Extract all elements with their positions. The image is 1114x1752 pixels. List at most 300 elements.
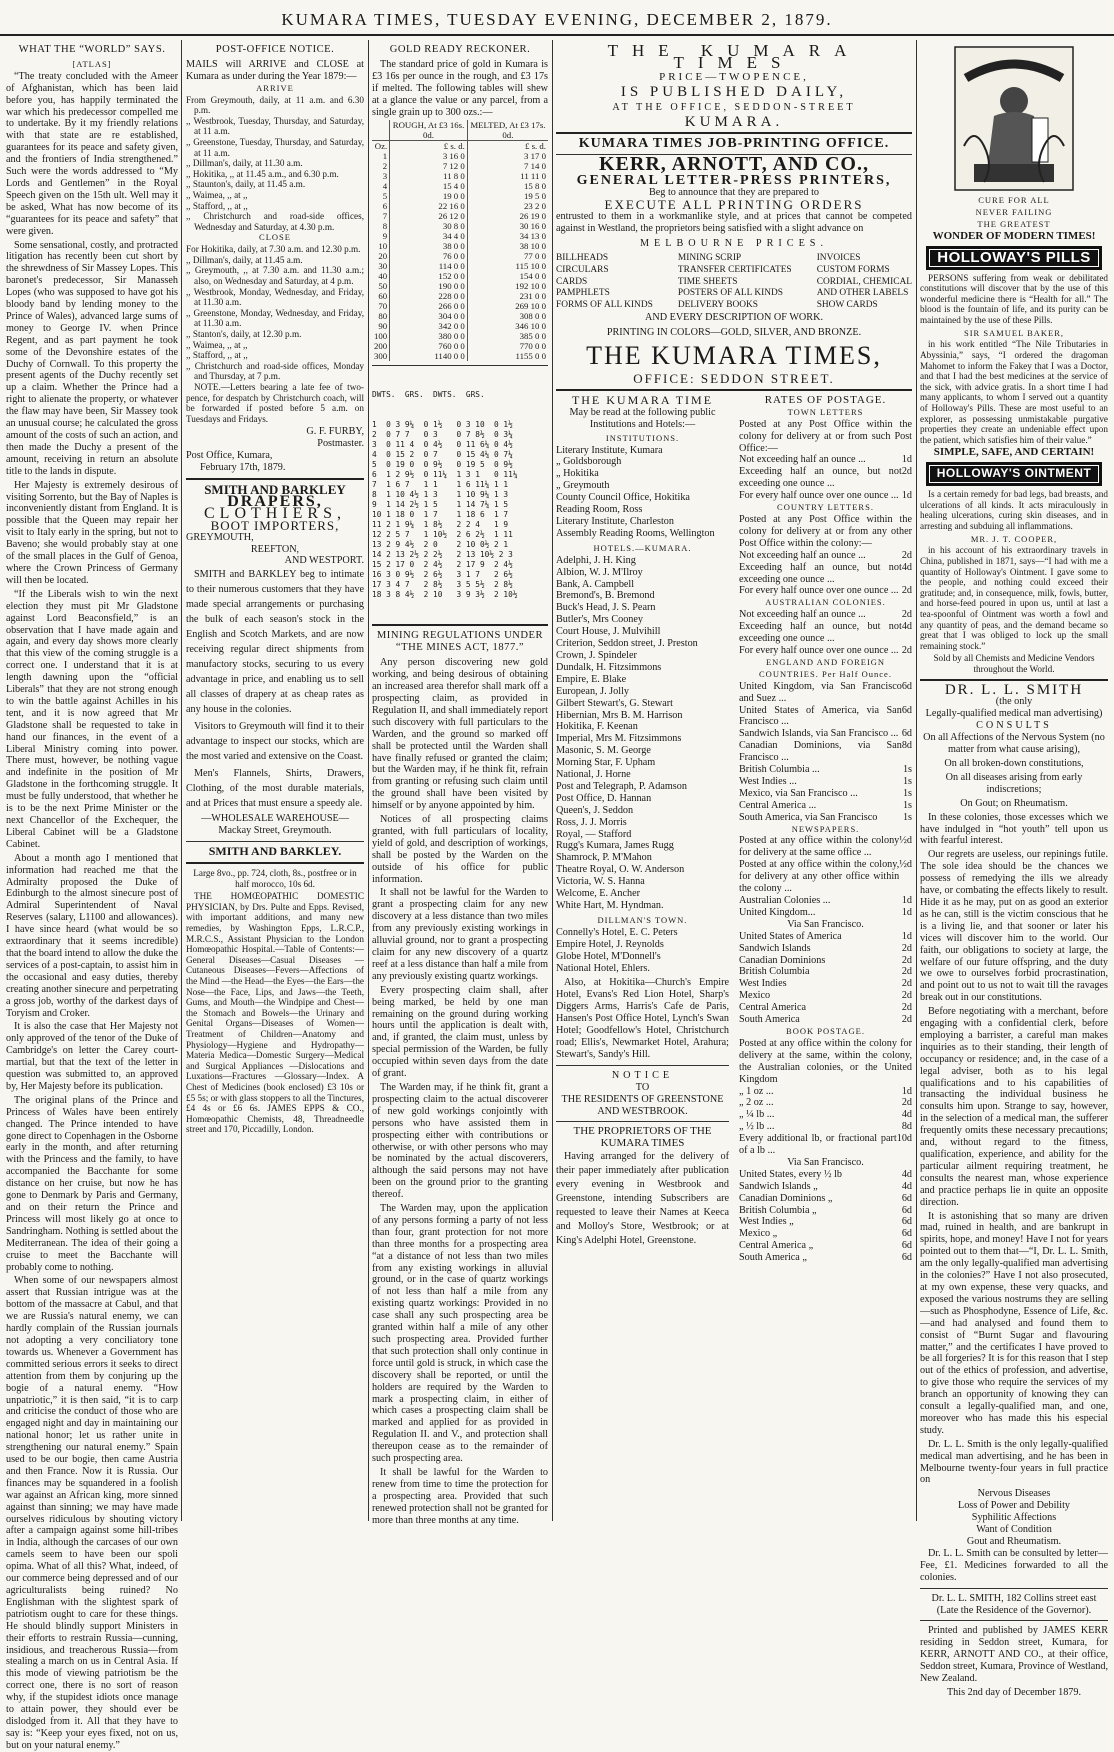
gold-cell: 342 0 0 [390, 321, 468, 331]
hotel-item: Ross, J. J. Morris [556, 816, 627, 828]
smith-barkley-westport: AND WESTPORT. [284, 555, 364, 567]
hotel-item: Hokitika, F. Keenan [556, 721, 638, 733]
country-intro: Posted at any Post Office within the colony for delivery at or from any other Post Office within the colony:— [739, 514, 912, 549]
dwt-header: DWTS. GRS. DWTS. GRS. [372, 390, 485, 400]
rate-label: For every half ounce over one ounce ... [739, 644, 899, 656]
gold-cell: 200 [374, 341, 388, 352]
column-post-office [186, 42, 364, 1519]
arrive-item: ,, Greenstone, Tuesday, Thursday, and Saturday, at 11 a.m. [186, 137, 364, 158]
gold-cell: 20 [378, 251, 388, 262]
hotel-item: Post Office, D. Hannan [556, 792, 652, 804]
rate-value: 4d [901, 621, 912, 633]
country-letters-label: COUNTRY LETTERS. [777, 502, 874, 513]
gold-cell: 152 0 0 [390, 271, 468, 281]
gold-row [372, 171, 548, 181]
print-item: PAMPHLETS [556, 288, 610, 299]
gold-cell: 228 0 0 [390, 291, 468, 301]
via-sf-rate [739, 955, 912, 967]
greatest-label: THE GREATEST [977, 218, 1051, 229]
smith-paragraph: In these colonies, those excesses which we have indulged in “hot youth” tell upon us with fearful interest. [920, 811, 1108, 847]
institution-item: „ Hokitika [556, 468, 599, 480]
gold-cell: 22 16 0 [390, 201, 468, 211]
gold-cell: 190 0 0 [390, 281, 468, 291]
mining-paragraph: Notices of all prospecting claims granted, with full particulars of locality, yield of gold, and description of workings, shall be posted by the Warden on the outside of his office for public information. [372, 814, 548, 885]
ointment-body: Is a certain remedy for bad legs, bad breasts, and ulcerations of all kinds. It acts miraculously in healing ulcerations, curing skin diseases, and in arresting and subduing all inflammations. [920, 489, 1108, 531]
book-sf-rate [739, 1193, 912, 1205]
rate-label: South America, via San Francisco [739, 811, 878, 823]
foreign-rate [739, 800, 912, 812]
book-sf-rate [739, 1216, 912, 1228]
rate-label: Not exceeding half an ounce ... [739, 549, 866, 561]
condition: Gout and Rheumatism. [966, 1536, 1062, 1547]
gold-cell: 1 [382, 151, 388, 162]
rate-value: 2d [901, 585, 912, 597]
column-world-says [6, 42, 179, 1751]
rate-label: Sandwich Islands [739, 942, 811, 954]
column-rule [916, 40, 917, 1521]
hotel-item: Court House, J. Mulvihill [556, 626, 661, 638]
via-sf-rate [739, 943, 912, 955]
dillman-hotel-item: Connelly's Hotel, E. C. Peters [556, 926, 678, 938]
town-rate [739, 466, 912, 490]
dwt-row: 13 2 9 4½ 2 0 2 10 0½ 2 1 [372, 540, 509, 550]
smith-barkley-visitors: Visitors to Greymouth will find it to their advantage to inspect our stocks, which are the most varied and extensive on the Coast. [186, 721, 364, 763]
gold-cell: 231 0 0 [467, 291, 548, 301]
post-office-note: NOTE.—Letters bearing a late fee of two-pence, for despatch by Christchurch coach, will be forwarded if posted before 5 a.m. on Tuesdays and Fridays. [186, 381, 364, 424]
firm-beg: Beg to announce that they are prepared to [648, 187, 819, 199]
gold-cell: 38 10 0 [467, 241, 548, 251]
article-source: [ATLAS] [72, 58, 112, 69]
close-label: CLOSE [259, 232, 291, 243]
rate-value: 10d [896, 1133, 912, 1145]
gold-cell: 3 [382, 171, 388, 182]
condition: Want of Condition [976, 1524, 1052, 1536]
hotel-item: Theatre Royal, O. W. Anderson [556, 864, 685, 876]
smith-on-broken: On all broken-down constitutions, [944, 758, 1084, 769]
gold-row [372, 221, 548, 231]
rate-value: 6d [901, 1240, 912, 1252]
foreign-rate [739, 776, 912, 788]
close-item: ,, Stanton's, daily, at 12.30 p.m. [186, 329, 302, 339]
gold-row [372, 151, 548, 161]
postmaster-title: Postmaster. [317, 438, 364, 450]
rate-label: Mexico [739, 990, 771, 1002]
foreign-label: ENGLAND AND FOREIGN COUNTRIES. Per Half Ounce. [759, 656, 892, 679]
gold-cell: 38 0 0 [390, 241, 468, 251]
aus-rate [739, 609, 912, 621]
read-heading: THE KUMARA TIME [571, 392, 714, 407]
gold-cell: 30 [378, 261, 388, 272]
simple-heading: SIMPLE, SAFE, AND CERTAIN! [933, 446, 1095, 459]
dwt-row: 15 2 17 0 2 4½ 2 17 9 2 4½ [372, 560, 513, 570]
article-heading: WHAT THE “WORLD” SAYS. [18, 44, 166, 55]
gold-cell: 76 0 0 [390, 251, 468, 261]
oz-label: Oz. [374, 141, 388, 152]
arrive-item: ,, Waimea, ,, at ,, [186, 189, 248, 200]
hotel-item: Imperial, Mrs M. Fitzsimmons [556, 733, 682, 745]
gold-cell: 26 12 0 [390, 211, 468, 221]
aus-rate [739, 621, 912, 645]
postage-heading: RATES OF POSTAGE. [764, 393, 887, 406]
gold-cell: 7 12 0 [390, 161, 468, 171]
smith-legally: Legally-qualified medical man advertising) [925, 708, 1103, 720]
smith-consults: CONSULTS [976, 720, 1052, 732]
gold-cell: 7 14 0 [467, 161, 548, 171]
rate-value: 2d [901, 549, 912, 561]
dwt-row: 3 0 11 4 0 4½ 0 11 6¼ 0 4½ [372, 440, 513, 450]
dillman-hotel-item: Globe Hotel, M'Donnell's [556, 950, 661, 962]
hotel-item: Welcome, E. Ancher [556, 888, 641, 900]
arrive-item: ,, Hokitika, ,, at 11.45 a.m., and 6.30 p.m. [186, 168, 339, 179]
wonder-heading: WONDER OF MODERN TIMES! [932, 229, 1096, 242]
rate-label: Posted at any office within the colony for delivery at the same office ... [739, 835, 900, 859]
hotel-item: Gilbert Stewart's, G. Stewart [556, 697, 673, 709]
paper-title: THE KUMARA TIMES [607, 41, 861, 72]
close-item: ,, Greenstone, Monday, Wednesday, and Friday, at 11.30 a.m. [186, 307, 364, 329]
foreign-rate [739, 681, 912, 705]
rough-header: ROUGH, At £3 16s. 0d. [390, 120, 468, 141]
institution-item: „ Goldsborough [556, 456, 622, 468]
paper-price: PRICE—TWOPENCE, [659, 70, 809, 83]
news-rate [739, 859, 912, 895]
rate-value: 1d [901, 895, 912, 906]
close-item: ,, Waimea, ,, at ,, [186, 339, 248, 350]
smith-barkley-men: Men's Flannels, Shirts, Drawers, Clothing, of the most durable materials, and at Prices that must ensure a speedy ale. [186, 768, 364, 810]
rate-label: Not exceeding half an ounce ... [739, 454, 866, 466]
news-rate [739, 895, 912, 907]
print-item: CARDS [556, 276, 588, 287]
column-rule [552, 40, 553, 1521]
gold-row [372, 211, 548, 221]
smith-barkley-wholesale: —WHOLESALE WAREHOUSE— [201, 813, 349, 825]
gold-cell: 15 8 0 [467, 181, 548, 191]
gold-cell: 11 8 0 [390, 171, 468, 181]
dwt-row: 2 0 7 7 0 3 0 7 8½ 0 3¼ [372, 430, 513, 440]
book-every [739, 1133, 912, 1157]
rate-value: 1s [902, 811, 912, 823]
column-holloway [920, 42, 1108, 1698]
gold-cell: 100 [374, 331, 388, 342]
smith-paragraph: Dr. L. L. Smith is the only legally-qualified medical man advertising, and he has been in Melbourne twenty-four years in full practice on [920, 1438, 1108, 1486]
book-sf-rate [739, 1240, 912, 1252]
rate-value: 1d [901, 454, 912, 466]
rate-value: 4d [901, 1180, 912, 1192]
mining-paragraph: It shall be lawful for the Warden to renew from time to time the protection for a prospecting area. Provided that such renewed protection shall not be granted for more than three months at any time. [372, 1466, 548, 1526]
gold-row [372, 321, 548, 331]
gold-row [372, 281, 548, 291]
rate-label: Mexico, via San Francisco ... [739, 787, 858, 799]
book-sf-rate [739, 1205, 912, 1217]
notice-residents: THE RESIDENTS OF GREENSTONE AND WESTBROOK. [561, 1093, 724, 1117]
hotel-item: Criterion, Seddon street, J. Preston [556, 638, 698, 650]
rate-value: 2d [901, 978, 912, 990]
book-rate [739, 1109, 912, 1121]
dillman-label: DILLMAN'S TOWN. [597, 914, 688, 925]
print-item: BILLHEADS [556, 252, 609, 263]
hotel-item: National, J. Horne [556, 769, 631, 781]
post-office-heading: POST-OFFICE NOTICE. [215, 44, 335, 55]
gold-row [372, 201, 548, 211]
close-item: For Hokitika, daily, at 7.30 a.m. and 12.30 p.m. [186, 244, 361, 255]
rate-label: West Indies ... [739, 775, 797, 787]
gold-cell: 34 13 0 [467, 231, 548, 241]
close-item: ,, Dillman's, daily, at 11.45 a.m. [186, 254, 303, 265]
rate-value: 6d [901, 704, 912, 716]
rate-label: Sandwich Islands, via San Francisco ... [739, 728, 899, 740]
gold-cell: 70 [378, 301, 388, 312]
arrive-label: ARRIVE [256, 82, 294, 93]
notice-heading: NOTICE [611, 1069, 674, 1081]
gold-cell: 266 0 0 [390, 301, 468, 311]
seal-banner: NEVER FAILING [975, 206, 1053, 217]
rate-value: 1d [901, 1085, 912, 1097]
via-sf-rate [739, 1002, 912, 1014]
rate-label: Canadian Dominions, via San Francisco ... [739, 740, 902, 764]
gold-row [372, 341, 548, 351]
arrive-item: ,, Staunton's, daily, at 11.45 a.m. [186, 179, 306, 190]
baker-body: in his work entitled “The Nile Tributaries in Abyssinia,” says, “I ordered the dragoman Mahomet to inform the Fakey that I was a Doctor, and that I had the best medicines at the service of the sick, with advice gratis. In a short time I had many applicants, to whom I served out a quantity of Holloway's Pills. These are most useful to an explorer, as possessing unmistakable purgative properties they create an undeniable effect upon the patient, which satisfies him of their value.” [920, 339, 1108, 445]
mining-paragraph: It shall not be lawful for the Warden to grant a prospecting claim for any new discovery at a less distance than two miles from any previously existing workings in alluvial ground, nor to grant a prospecting claim for any new discovery of a quartz reef at a less distance than half a mile from any previously existing quartz workings. [372, 887, 548, 982]
dwt-row: 11 2 1 9¼ 1 8½ 2 2 4 1 9 [372, 520, 509, 530]
dillman-hotel-item: National Hotel, Ehlers. [556, 962, 650, 974]
condition: Loss of Power and Debility [957, 1500, 1071, 1512]
hotel-item: Masonic, S. M. George [556, 745, 651, 757]
rate-value: 2d [901, 954, 912, 966]
gold-cell: 3 17 0 [467, 151, 548, 161]
gold-cell: 7 [382, 211, 388, 222]
arrive-item: ,, Westbrook, Tuesday, Thursday, and Saturday, at 11 a.m. [186, 115, 364, 137]
gold-cell: 154 0 0 [467, 271, 548, 281]
smith-on-diseases: On all diseases arising from early indiscretions; [945, 771, 1083, 795]
institutions-label: INSTITUTIONS. [605, 432, 680, 443]
town-rate [739, 454, 912, 466]
arrive-item: From Greymouth, daily, at 11 a.m. and 6.30 p.m. [186, 94, 364, 116]
dwt-row: 7 1 6 7 1 1 1 6 11¼ 1 1 [372, 480, 509, 490]
gold-row [372, 351, 548, 361]
print-item: AND OTHER LABELS [816, 288, 909, 299]
town-rate [739, 490, 912, 502]
mining-paragraph: The Warden may, if he think fit, grant a prospecting claim to the actual discoverer of new gold workings conjointly with persons who have assisted them in prospecting either with contributions or otherwise, or with other persons who may be nominated by the actual discoverers, although the said persons may not have been on the ground prior to the granting thereof. [372, 1081, 548, 1201]
town-intro: Posted at any Post Office within the colony for delivery at or from such Post Office:— [739, 418, 912, 454]
gold-cell: 77 0 0 [467, 251, 548, 261]
gold-cell: 308 0 0 [467, 311, 548, 321]
smith-barkley-street: Mackay Street, Greymouth. [218, 825, 332, 837]
dwt-row: 4 0 15 2 0 7 0 15 4¼ 0 7¼ [372, 450, 513, 460]
hotel-item: Dundalk, H. Fitzsimmons [556, 661, 662, 673]
book-sf-rate [739, 1252, 912, 1264]
gold-row [372, 161, 548, 171]
gold-cell: 760 0 0 [390, 341, 468, 351]
hotel-item: Hibernian, Mrs B. M. Harrison [556, 709, 683, 721]
gold-cell: 300 [374, 351, 388, 362]
post-office-date: February 17th, 1879. [200, 462, 286, 474]
hotel-item: Buck's Head, J. S. Pearn [556, 602, 656, 614]
gold-cell: 1155 0 0 [467, 351, 548, 361]
rate-label: Not exceeding half an ounce ... [739, 609, 866, 621]
rate-value: 1s [902, 787, 912, 799]
gold-cell: 90 [378, 321, 388, 332]
imprint: Printed and published by JAMES KERR residing in Seddon street, Kumara, for KERR, ARNOTT AND CO., at their office, Seddon street, Kumara, Province of Westland, New Zealand. [920, 1625, 1108, 1685]
paper-town: KUMARA. [684, 113, 784, 130]
gold-cell: 50 [378, 281, 388, 292]
cure-for-all-emblem-icon [954, 46, 1074, 191]
gold-cell: 380 0 0 [390, 331, 468, 341]
hotel-item: Shamrock, P. M'Mahon [556, 852, 652, 864]
rate-value: 1s [902, 775, 912, 787]
read-intro: May be read at the following public Institutions and Hotels:— [569, 406, 716, 430]
book-label: BOOK POSTAGE. [786, 1025, 865, 1036]
rate-value: 2d [901, 644, 912, 656]
rate-label: Exceeding half an ounce, but not exceeding one ounce ... [739, 561, 902, 585]
hotel-item: Morning Star, F. Upham [556, 757, 656, 769]
news-label: NEWSPAPERS. [791, 823, 860, 834]
print-item: CORDIAL, CHEMICAL [816, 276, 912, 287]
hotel-item: Crown, J. Spindeler [556, 649, 637, 661]
masthead [0, 0, 1114, 36]
smith-paragraph: Our regrets are useless, our repinings futile. The sole idea should be the chances we possess of remedying the ills we already have, or combating the effects likely to result. Hide it as he may, put on as good an exterior as he can, still is the victim conscious that he is a living lie, and that sooner or later his vices will discover him to the world. Our faith, our obligations to society at large, the welfare of our future offspring, and the duty we owe to ourselves forbid procrastination, and point out to us not to wait till the ravages break out in our constitutions. [920, 849, 1108, 1004]
gold-row [372, 181, 548, 191]
smith-barkley-greymouth: GREYMOUTH, [186, 531, 254, 543]
gold-oz-table [372, 120, 548, 361]
rate-label: West Indies [739, 978, 787, 990]
aus-label: AUSTRALIAN COLONIES. [765, 597, 886, 608]
rate-value: 1d [901, 930, 912, 942]
seal-text: CURE FOR ALL [978, 195, 1050, 205]
gold-cell: 19 5 0 [467, 191, 548, 201]
notice-to: TO [635, 1081, 650, 1093]
hotel-item: European, J. Jolly [556, 685, 629, 697]
post-office-intro: MAILS will ARRIVE and CLOSE at Kumara as under during the Year 1879:— [186, 58, 364, 82]
town-letters-label: TOWN LETTERS [787, 406, 864, 417]
homoeo-body: THE HOMŒOPATHIC DOMESTIC PHYSICIAN, by Drs. Pulte and Epps. Revised, with important additions, and many new remedies, by Washington Epps, L.R.C.P., M.R.C.S., Assistant Physician to the London Homœopathic Hospital.—Table of Contents:—General Diseases—Casual Diseases — Cutaneous Diseases—Fevers—Affections of the Mind —the Head—the Eyes—the Ears—the Nose—the Face, Lips, and Jaws—the Teeth, Gums, and Mouth—the Windpipe and Chest—the Stomach and Bowels—the Urinary and Genital Organs—Diseases of Women—Treatment of Children—Anatomy and Physiology—Hygiene and Hydropathy—Materia Medica—Domestic Surgery—Medical and Surgical Appliances —Dislocations and Luxations—Fractures —Glossary—Index. A Chest of Medicines (book enclosed) £3 10s or £5 5s; or with glass stoppers to all the Tinctures, £4 4s or £6 6s. JAMES EPPS & CO., Homœopathic Chemists, 48, Threadneedle street and 170, Piccadilly, London. [186, 891, 364, 1135]
rate-label: South America [739, 1014, 800, 1026]
via-sf-rate [739, 966, 912, 978]
smith-barkley-sign: SMITH AND BARKLEY. [208, 844, 342, 859]
gold-cell: 115 10 0 [467, 261, 548, 271]
dwt-row: 10 1 18 0 1 7 1 18 6 1 7 [372, 510, 509, 520]
rate-label: „ 2 oz ... [739, 1097, 774, 1109]
print-item: TIME SHEETS [677, 276, 738, 287]
print-item: SHOW CARDS [816, 300, 878, 311]
institution-item: Literary Institute, Charleston [556, 516, 674, 527]
rate-label: Exceeding half an ounce, but not exceeding one ounce ... [739, 466, 902, 490]
firm-name: KERR, ARNOTT, AND CO., [599, 153, 869, 176]
gold-cell: 23 2 0 [467, 201, 548, 211]
gold-row [372, 291, 548, 301]
print-item: TRANSFER CERTIFICATES [677, 264, 792, 275]
smith-on-all: On all Affections of the Nervous System (no matter from what cause arising), [923, 732, 1105, 756]
big-paper-title: THE KUMARA TIMES, [586, 341, 882, 371]
book-sf-rate [739, 1181, 912, 1193]
proprietors-heading: THE PROPRIETORS OF THE KUMARA TIMES [573, 1125, 712, 1150]
paper-published: IS PUBLISHED DAILY, [620, 83, 848, 100]
post-office-place: Post Office, Kumara, [186, 450, 273, 462]
every-description: AND EVERY DESCRIPTION OF WORK. [644, 312, 823, 324]
column-kumara-times [556, 42, 912, 1519]
rate-label: United States of America [739, 930, 842, 942]
dwt-row: 9 1 14 2½ 1 5 1 14 7¼ 1 5 [372, 500, 509, 510]
institution-item: „ Greymouth [556, 480, 610, 492]
smith-on-gout: On Gout; on Rheumatism. [960, 797, 1068, 809]
print-item: CUSTOM FORMS [816, 264, 890, 275]
gold-cell: 11 11 0 [467, 171, 548, 181]
big-paper-office: OFFICE: SEDDON STREET. [633, 371, 835, 387]
rate-value: 1s [902, 764, 912, 776]
book-intro: Posted at any office within the colony for delivery at the same, within the colony, the Australian colonies, or the United Kingdom [739, 1037, 912, 1085]
gold-row [372, 271, 548, 281]
dwt-row: 14 2 13 2½ 2 2½ 2 13 10½ 2 3 [372, 550, 513, 560]
rate-label: „ ¼ lb ... [739, 1109, 775, 1121]
cooper-label: MR. J. T. COOPER, [970, 533, 1058, 544]
news-rate [739, 835, 912, 859]
rate-value: 8d [901, 740, 912, 752]
gold-row [372, 261, 548, 271]
institution-item: Reading Room, Ross [556, 504, 643, 516]
rate-label: Central America „ [739, 1240, 814, 1252]
article-paragraph: When some of our newspapers almost assert that Russian intrigue was at the bottom of the massacre at Cabul, and that we are Russia's natural enemy, we can hardly complain of the Russian journals not adopting a very conciliatory tone towards us. Whenever a Government has committed serious errors it seeks to direct attention from them by conjuring up the bogie of a natural enemy. “How unpatriotic,” it is then said, “it is to carp and criticise the conduct of those who are engaged night and day in maintaining our national honor; let us rather unite in strengthening our natural enemy.” Spain used to be our bogie, then came Austria and then France. Now it is Russia. Our finances may be squandered in a foolish war against an African king, more sinned against than sinning; we may have made ourselves ridiculous by shouting victory after a campaign against some hill-tribes in India, although the carcases of our own camels seem to have been our spoli opima. What of all this? What, indeed, of our commerce being depressed and of our agriculturalists being ruined? No Englishman with the slightest spark of patriotism ought to care for these things. He should blindly support Ministers in their efforts to restrain Russia—cunning, insidious, and treacherous Russia—from stealing a march on us in Central Asia. If this mode of viewing patriotism be the correct one, there is no sort of reason why, if the stupidest idiots once manage to attain power, they should ever be dislodged from it. All that they have to say is: “Keep your eyes fixed, not on us, but on your natural enemy.” [6, 1275, 178, 1751]
gold-row [372, 301, 548, 311]
gold-row [372, 191, 548, 201]
gold-cell: 770 0 0 [467, 341, 548, 351]
foreign-rate [739, 728, 912, 740]
arrive-item: ,, Dillman's, daily, at 11.30 a.m. [186, 158, 303, 169]
country-rate [739, 550, 912, 562]
hotel-item: Rugg's Kumara, James Rugg [556, 840, 674, 852]
gold-cell: 3 16 0 [390, 151, 468, 161]
melbourne-prices: MELBOURNE PRICES. [639, 237, 829, 249]
gold-cell: 4 [382, 181, 388, 192]
hotel-item: Bank, A. Campbell [556, 578, 635, 590]
rate-value: ½d [899, 859, 912, 871]
firm-execute: EXECUTE ALL PRINTING ORDERS [604, 197, 864, 213]
rate-label: Sandwich Islands „ [739, 1180, 818, 1192]
melted-header: MELTED, At £3 17s. 0d. [467, 120, 548, 141]
hotel-item: Post and Telegraph, P. Adamson [556, 780, 687, 792]
masthead-title: KUMARA TIMES, TUESDAY EVENING, DECEMBER 2, 1879. [281, 10, 833, 29]
print-item: POSTERS OF ALL KINDS [677, 288, 783, 299]
cooper-body: in his account of his extraordinary travels in China, published in 1871, says—“I had with me a quantity of Holloway's Ointment. I gave some to the people, and nothing could exceed their gratitude; and, in consequence, milk, fowls, butter, and horse-feed poured in upon us, until at last a tea-spoonful of Ointment was worth a fowl and any quantity of peas, and the demand became so great that I was obliged to lock up the small remaining stock.” [920, 545, 1108, 651]
rate-label: Exceeding half an ounce, but not exceeding one ounce ... [739, 621, 902, 645]
gold-cell: 385 0 0 [467, 331, 548, 341]
book-sf-rate [739, 1228, 912, 1240]
via-sf-rate [739, 1014, 912, 1026]
rate-value: 4d [901, 561, 912, 573]
rate-label: United States, every ½ lb [739, 1168, 842, 1180]
gold-cell: 8 [382, 221, 388, 232]
hotels-label: HOTELS.—KUMARA. [593, 542, 692, 553]
gold-cell: 2 [382, 161, 388, 172]
rate-value: 6d [901, 1204, 912, 1216]
homoeo-book-details: Large 8vo., pp. 724, cloth, 8s., postfree or in half morocco, 10s 6d. [193, 868, 357, 889]
hotel-item: White Hart, M. Hyndman. [556, 900, 664, 911]
print-item: DELIVERY BOOKS [677, 300, 758, 311]
column-rule [368, 40, 369, 1521]
mining-heading: MINING REGULATIONS UNDER “THE MINES ACT, 1877.” [376, 630, 544, 654]
article-paragraph: “The treaty concluded with the Ameer of Afghanistan, which has been laid before you, has happily terminated the war which his predecessor compelled me to undertake. By it my friendly relations with that state are re established, guarantees for its peace and safety given, and the frontiers of India strengthened.” Such were the words addressed to “My Lords and Gentlemen” in the Royal Speech given on the 15th ult. Well may it be asked, What has now become of its “guarantees for its peace and safety” that were given. [6, 70, 178, 237]
gold-cell: 5 [382, 191, 388, 202]
gold-cell: 10 [378, 241, 388, 252]
dwt-row: 5 0 19 0 0 9½ 0 19 5 0 9½ [372, 460, 513, 470]
rate-value: 2d [901, 1014, 912, 1026]
close-item: ,, Christchurch and road-side offices, Monday and Thursday, at 7 p.m. [186, 360, 364, 382]
via-sf-rate [739, 978, 912, 990]
close-item: ,, Westbrook, Monday, Wednesday, and Friday, at 11.30 a.m. [186, 286, 364, 308]
paper-office: AT THE OFFICE, SEDDON-STREET [612, 101, 856, 113]
hotel-item: Albion, W. J. M'Ilroy [556, 566, 643, 578]
rate-value: 2d [901, 609, 912, 621]
rate-label: British Columbia ... [739, 764, 820, 776]
imprint-date: This 2nd day of December 1879. [946, 1686, 1082, 1698]
